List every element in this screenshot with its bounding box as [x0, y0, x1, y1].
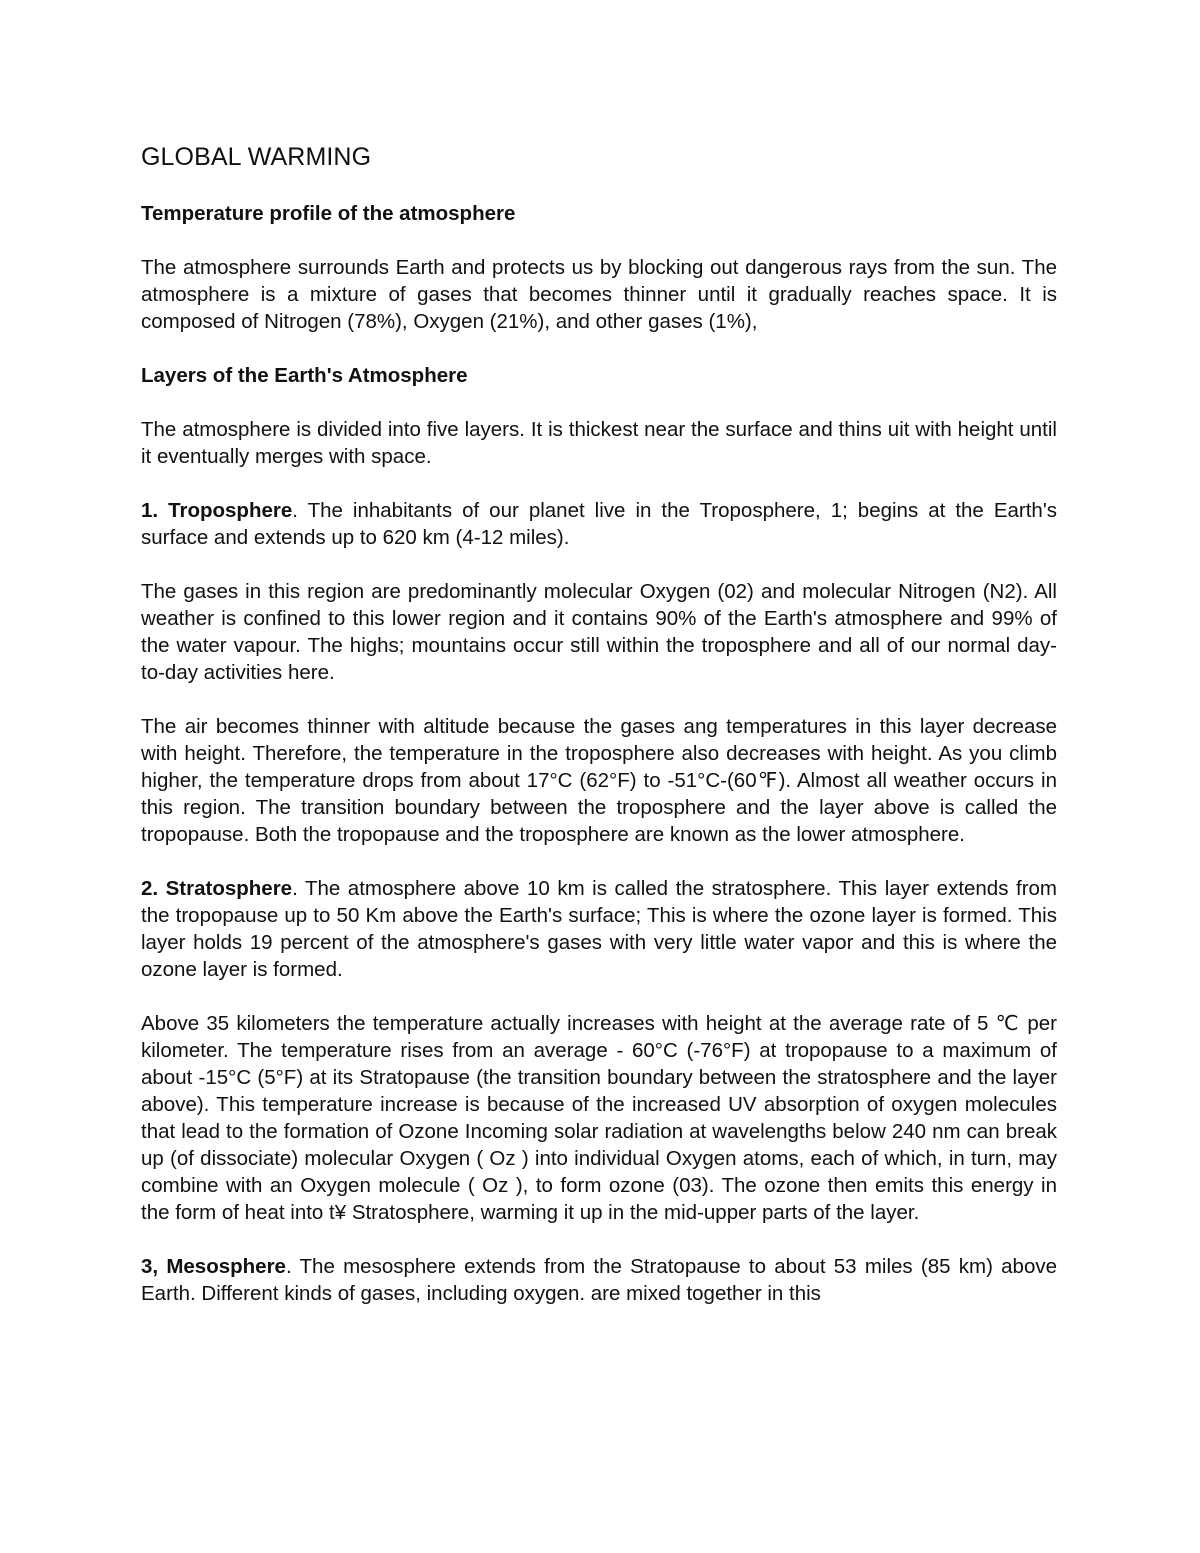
section-heading-temperature-profile: Temperature profile of the atmosphere	[141, 202, 516, 225]
mesosphere-label: 3, Mesosphere	[141, 1255, 286, 1278]
paragraph-troposphere-gases: The gases in this region are predominantly molecular Oxygen (02) and molecular Nitrogen (N2). All weather is confined to this lower region and it contains 90% of the Earth's atmosphere and 99% of the water vapour. The highs; mountains occur still within the troposphere and all of our normal day-to-day activities here.	[141, 580, 1057, 684]
stratosphere-text: . The atmosphere above 10 km is called the stratosphere. This layer extends from the tropopause up to 50 Km above the Earth's surface; This is where the ozone layer is formed. This layer holds 19 percent of the atmosphere's gases with very little water vapor and this is where the ozone layer is formed.	[141, 877, 1057, 981]
paragraph-atmosphere-intro: The atmosphere surrounds Earth and protects us by blocking out dangerous rays from the sun. The atmosphere is a mixture of gases that becomes thinner until it gradually reaches space. It is composed of Nitrogen (78%), Oxygen (21%), and other gases (1%),	[141, 256, 1057, 333]
troposphere-label: 1. Troposphere	[141, 499, 293, 522]
paragraph-layers-intro: The atmosphere is divided into five layers. It is thickest near the surface and thins uit with height until it eventually merges with space.	[141, 418, 1057, 468]
troposphere-text: . The inhabitants of our planet live in the Troposphere, 1; begins at the Earth's surface and extends up to 620 km (4-12 miles).	[141, 499, 1057, 549]
stratosphere-label: 2. Stratosphere	[141, 877, 293, 900]
paragraph-stratosphere-temperature: Above 35 kilometers the temperature actually increases with height at the average rate of 5 ℃ per kilometer. The temperature rises from an average - 60°C (-76°F) at tropopause to a maximum of about -15°C (5°F) at its Stratopause (the transition boundary between the stratosphere and the layer above). This temperature increase is because of the increased UV absorption of oxygen molecules that lead to the formation of Ozone Incoming solar radiation at wavelengths below 240 nm can break up (of dissociate) molecular Oxygen ( Oz ) into individual Oxygen atoms, each of which, in turn, may combine with an Oxygen molecule ( Oz ), to form ozone (03). The ozone then emits this energy in the form of heat into t¥ Stratosphere, warming it up in the mid-upper parts of the layer.	[141, 1012, 1057, 1224]
paragraph-stratosphere	[141, 875, 1057, 983]
paragraph-troposphere-temperature: The air becomes thinner with altitude because the gases ang temperatures in this layer decrease with height. Therefore, the temperature in the troposphere also decreases with height. As you climb higher, the temperature drops from about 17°C (62°F) to -51°C-(60℉). Almost all weather occurs in this region. The transition boundary between the troposphere and the layer above is called the tropopause. Both the tropopause and the troposphere are known as the lower atmosphere.	[141, 715, 1057, 846]
paragraph-troposphere	[141, 497, 1057, 551]
document-page	[141, 140, 1057, 1334]
document-title: GLOBAL WARMING	[141, 143, 372, 171]
section-heading-layers: Layers of the Earth's Atmosphere	[141, 364, 468, 387]
paragraph-mesosphere	[141, 1253, 1057, 1307]
mesosphere-text: . The mesosphere extends from the Stratopause to about 53 miles (85 km) above Earth. Different kinds of gases, including oxygen. are mixed together in this	[141, 1255, 1057, 1305]
